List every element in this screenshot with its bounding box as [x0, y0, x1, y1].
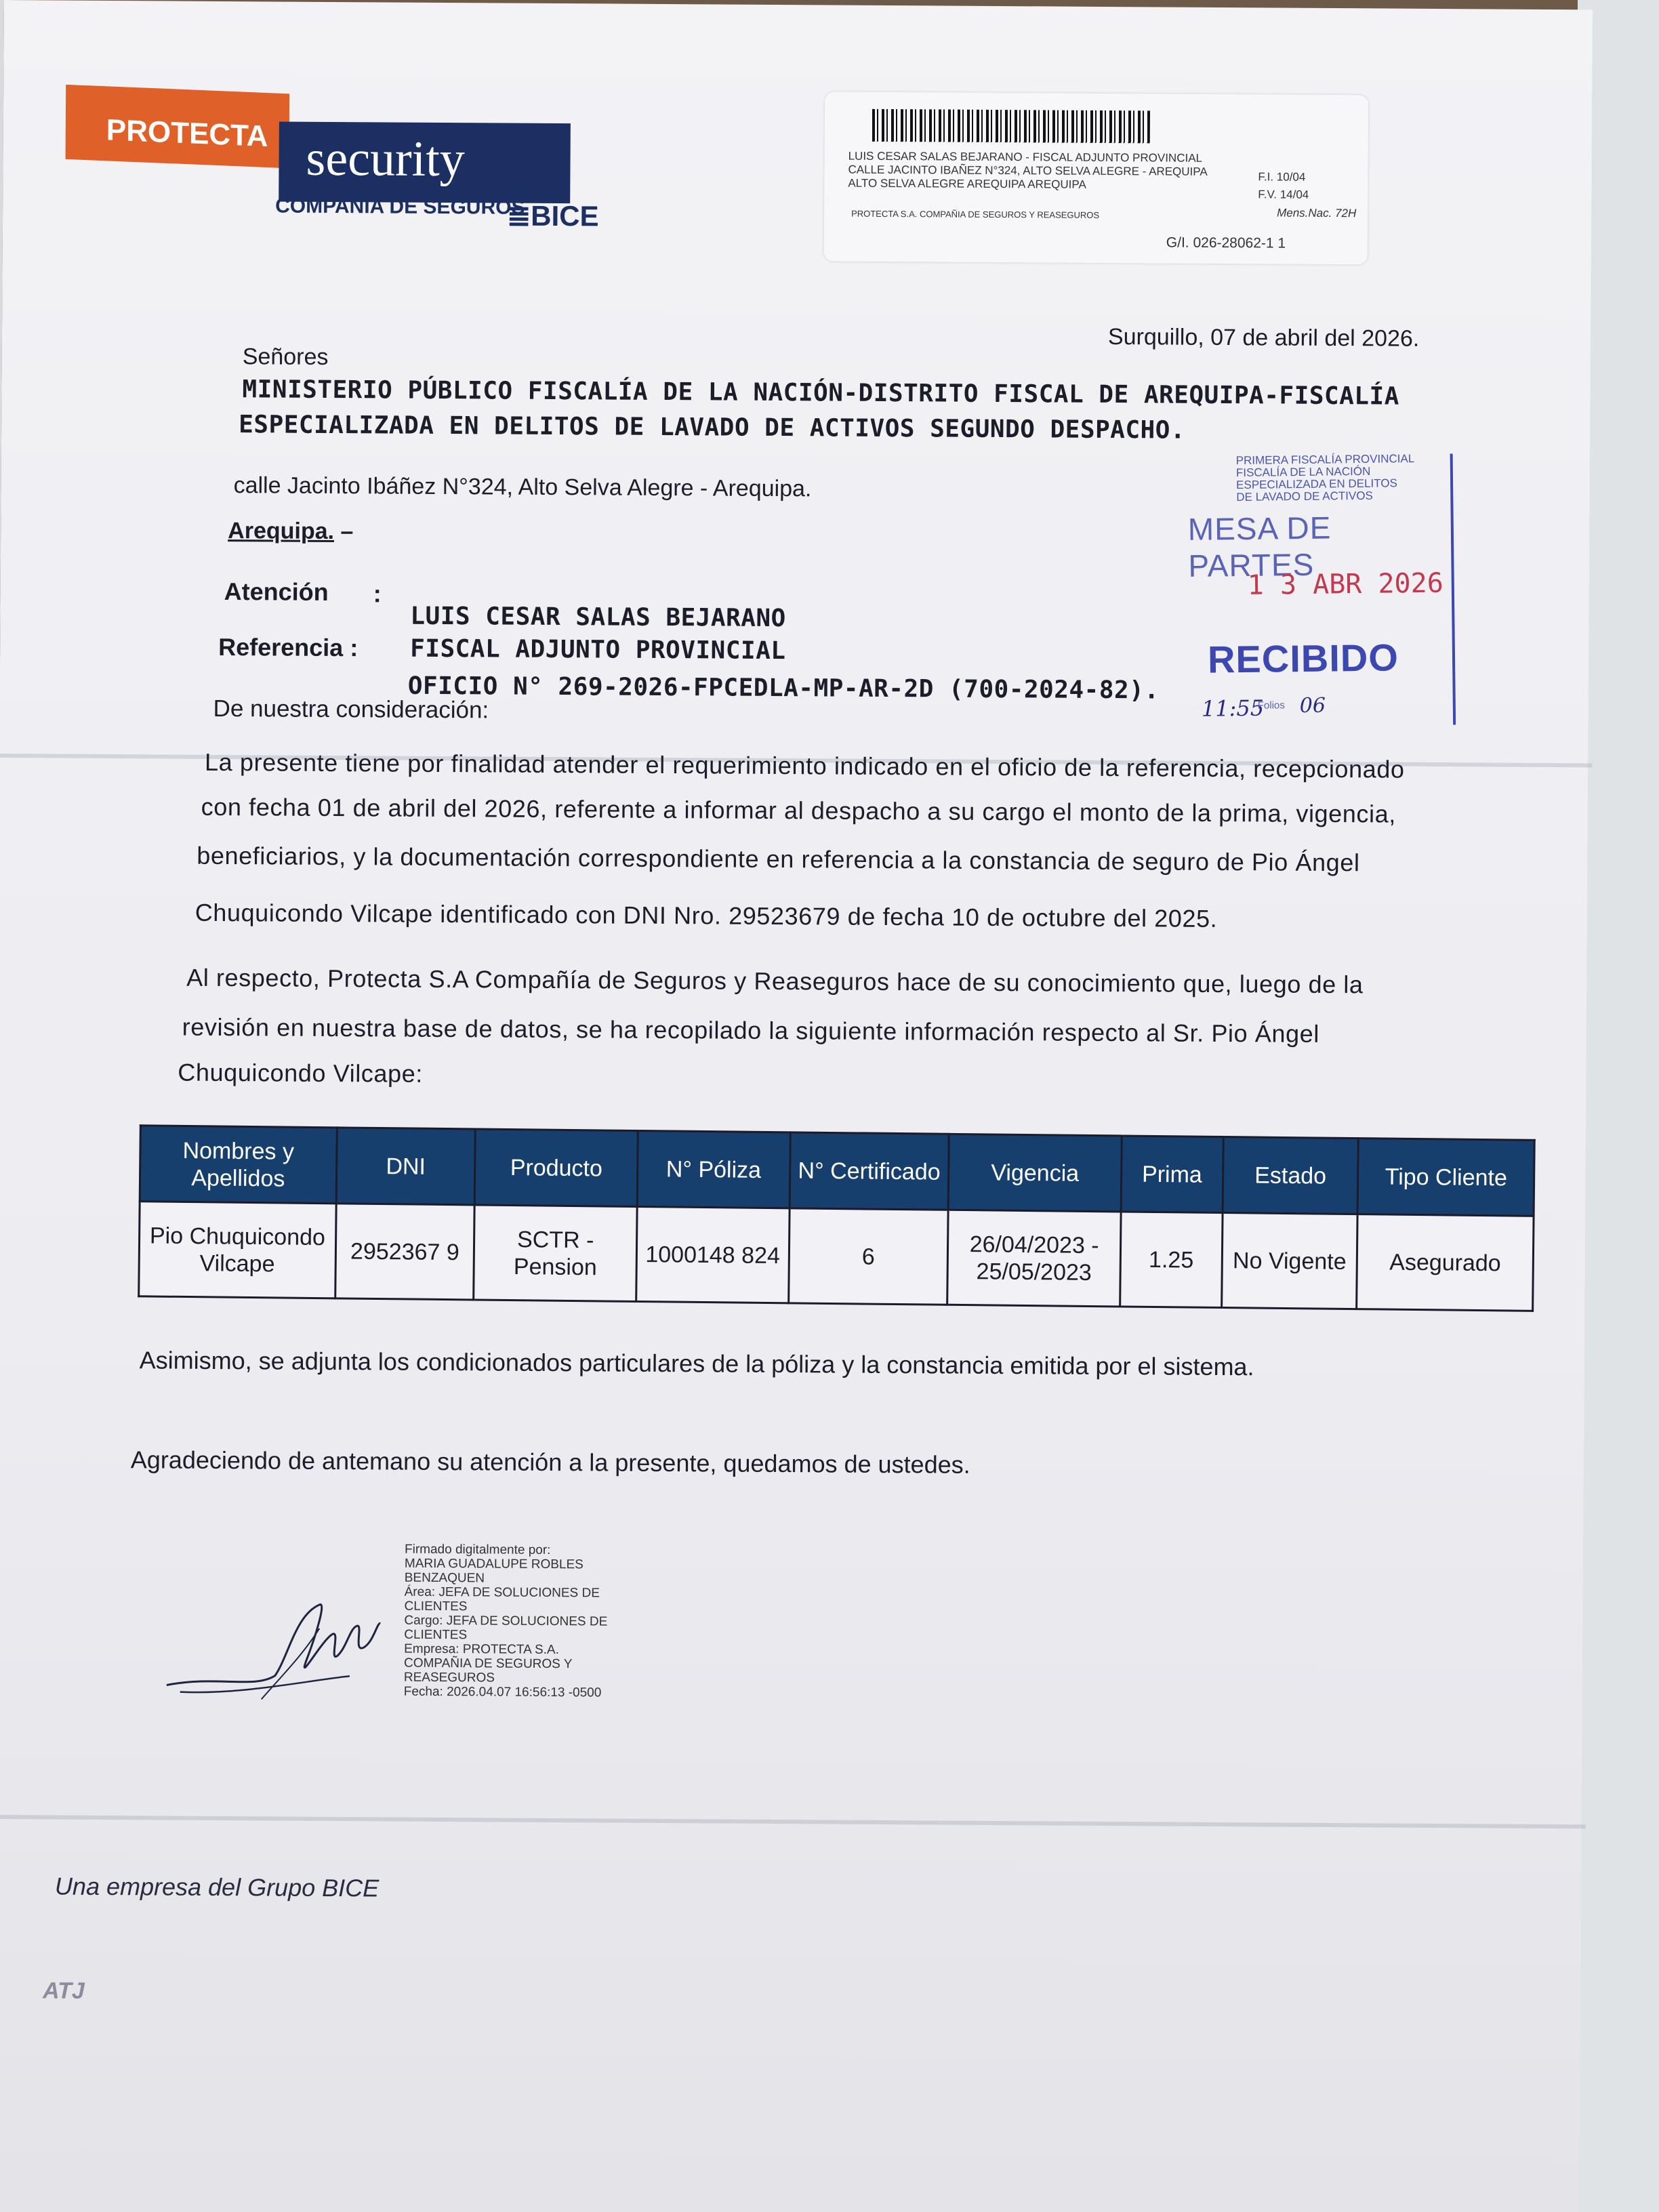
table-cell: 6 — [788, 1208, 948, 1305]
paper-fold — [0, 1815, 1586, 1828]
stamp-header: FISCALÍA DE LA NACIÓN — [1235, 464, 1371, 480]
label-gi: G/I. 026-28062-1 1 — [1166, 234, 1286, 251]
column-header: Estado — [1223, 1137, 1359, 1214]
logo-de: de — [512, 182, 528, 198]
column-header: Producto — [474, 1129, 638, 1207]
initials: ATJ — [42, 1978, 85, 2004]
signature-line: REASEGUROS — [403, 1670, 495, 1685]
column-header: Prima — [1121, 1136, 1223, 1213]
signature-line: COMPAÑIA DE SEGUROS Y — [403, 1656, 573, 1672]
stamp-header: ESPECIALIZADA EN DELITOS — [1235, 476, 1397, 492]
handwritten-signature — [160, 1573, 384, 1710]
barcode — [872, 109, 1150, 144]
label-fi: F.I. 10/04 — [1258, 170, 1306, 184]
stamp-folios-label: Folios — [1257, 699, 1285, 712]
paragraph-line: Al respecto, Protecta S.A Compañía de Seguros y Reaseguros hace de su conocimiento que, luego de la — [186, 963, 1364, 999]
recipient-line: ESPECIALIZADA EN DELITOS DE LAVADO DE ACTIVOS SEGUNDO DESPACHO. — [239, 411, 1186, 445]
table-cell: 2952367 9 — [335, 1204, 474, 1300]
signature-line: Firmado digitalmente por: — [404, 1542, 551, 1558]
stamp-header: PRIMERA FISCALÍA PROVINCIAL — [1235, 452, 1415, 468]
signature-line: CLIENTES — [404, 1599, 468, 1614]
signature-line: CLIENTES — [404, 1627, 468, 1643]
label-company: PROTECTA S.A. COMPAÑIA DE SEGUROS Y REASEGUROS — [851, 208, 1100, 220]
paragraph-line: beneficiarios, y la documentación correspondiente en referencia a la constancia de seguro de Pio Ángel — [197, 841, 1360, 877]
reception-stamp — [1168, 440, 1456, 728]
logo-security: security — [279, 122, 571, 204]
paragraph-line: con fecha 01 de abril del 2026, referente a informar al despacho a su cargo el monto de la prima, vigencia, — [201, 792, 1397, 828]
table-cell: 1000148 824 — [636, 1206, 790, 1303]
footer-tagline: Una empresa del Grupo BICE — [54, 1872, 380, 1902]
salutation: De nuestra consideración: — [213, 695, 489, 724]
attention-colon: : — [373, 579, 382, 608]
table-header-row — [140, 1126, 1534, 1216]
paragraph-line: Chuquicondo Vilcape identificado con DNI Nro. 29523679 de fecha 10 de octubre del 2025. — [194, 898, 1218, 933]
stamp-header: DE LAVADO DE ACTIVOS — [1236, 489, 1373, 504]
column-header: Tipo Cliente — [1357, 1139, 1534, 1216]
column-header: Nombres y Apellidos — [140, 1126, 337, 1204]
logo-compania: COMPAÑÍA DE SEGUROS — [275, 194, 525, 219]
recipient-address: calle Jacinto Ibáñez N°324, Alto Selva Alegre - Arequipa. — [233, 472, 812, 502]
label-address — [848, 150, 1208, 192]
signature-line: Empresa: PROTECTA S.A. — [404, 1641, 559, 1658]
table-cell: 1.25 — [1120, 1212, 1223, 1308]
recipient-city — [228, 518, 353, 545]
column-header: N° Certificado — [790, 1132, 949, 1210]
digital-signature-block — [404, 1542, 608, 1700]
table-cell: No Vigente — [1221, 1213, 1357, 1309]
label-line: CALLE JACINTO IBAÑEZ N°324, ALTO SELVA ALEGRE - AREQUIPA — [848, 163, 1208, 178]
label-line: LUIS CESAR SALAS BEJARANO - FISCAL ADJUNTO PROVINCIAL — [848, 149, 1203, 165]
attachment-note: Asimismo, se adjunta los condicionados particulares de la póliza y la constancia emitida por el sistema. — [139, 1346, 1254, 1381]
label-line: ALTO SELVA ALEGRE AREQUIPA AREQUIPA — [848, 176, 1086, 191]
column-header: DNI — [336, 1128, 476, 1205]
courier-label — [824, 91, 1369, 264]
column-header: N° Póliza — [637, 1130, 790, 1208]
logo-bice: ≣BICE — [506, 199, 599, 232]
column-header: Vigencia — [948, 1134, 1122, 1212]
company-logo — [65, 85, 635, 248]
city-name: Arequipa. — [228, 518, 335, 545]
signature-line: Fecha: 2026.04.07 16:56:13 -0500 — [403, 1684, 602, 1700]
recipient-line: MINISTERIO PÚBLICO FISCALÍA DE LA NACIÓN-DISTRITO FISCAL DE AREQUIPA-FISCALÍA — [242, 375, 1399, 411]
table-row — [139, 1202, 1534, 1311]
stamp-hour: 11:55 — [1201, 695, 1265, 722]
attention-label: Atención — [224, 577, 329, 606]
reference-value: OFICIO N° 269-2026-FPCEDLA-MP-AR-2D (700-2024-82). — [407, 672, 1160, 705]
signature-line: Cargo: JEFA DE SOLUCIONES DE — [404, 1613, 608, 1629]
paragraph-line: revisión en nuestra base de datos, se ha recopilado la siguiente información respecto al Sr. Pio Ángel — [182, 1012, 1320, 1048]
table-cell: Asegurado — [1357, 1214, 1534, 1311]
attention-role: FISCAL ADJUNTO PROVINCIAL — [410, 634, 786, 665]
attention-name: LUIS CESAR SALAS BEJARANO — [410, 602, 786, 633]
letter-date: Surquillo, 07 de abril del 2026. — [1107, 323, 1420, 352]
label-mens: Mens.Nac. 72H — [1277, 206, 1357, 220]
signature-line: BENZAQUEN — [404, 1570, 485, 1586]
table-cell: Pio Chuquicondo Vilcape — [139, 1202, 336, 1298]
stamp-recibido: RECIBIDO — [1207, 636, 1399, 681]
stamp-mesa: MESA DE PARTES — [1187, 510, 1332, 583]
reference-label: Referencia : — [218, 632, 359, 662]
closing: Agradeciendo de antemano su atención a la presente, quedamos de ustedes. — [130, 1446, 970, 1479]
signature-line: Área: JEFA DE SOLUCIONES DE — [404, 1584, 600, 1601]
paragraph-line: La presente tiene por finalidad atender el requerimiento indicado en el oficio de la referencia, recepcionado — [205, 747, 1405, 783]
table-cell: SCTR - Pension — [474, 1205, 637, 1302]
logo-protecta: PROTECTA — [66, 85, 290, 169]
stamp-folios-value: 06 — [1299, 693, 1326, 718]
policy-table — [138, 1124, 1536, 1312]
city-suffix: – — [333, 518, 354, 545]
label-fv: F.V. 14/04 — [1258, 188, 1309, 201]
table-cell: 26/04/2023 - 25/05/2023 — [947, 1210, 1121, 1307]
greeting: Señores — [242, 344, 329, 370]
paragraph-line: Chuquicondo Vilcape: — [178, 1058, 424, 1088]
signature-line: MARIA GUADALUPE ROBLES — [404, 1556, 583, 1572]
stamp-date: 1 3 ABR 2026 — [1247, 567, 1444, 601]
